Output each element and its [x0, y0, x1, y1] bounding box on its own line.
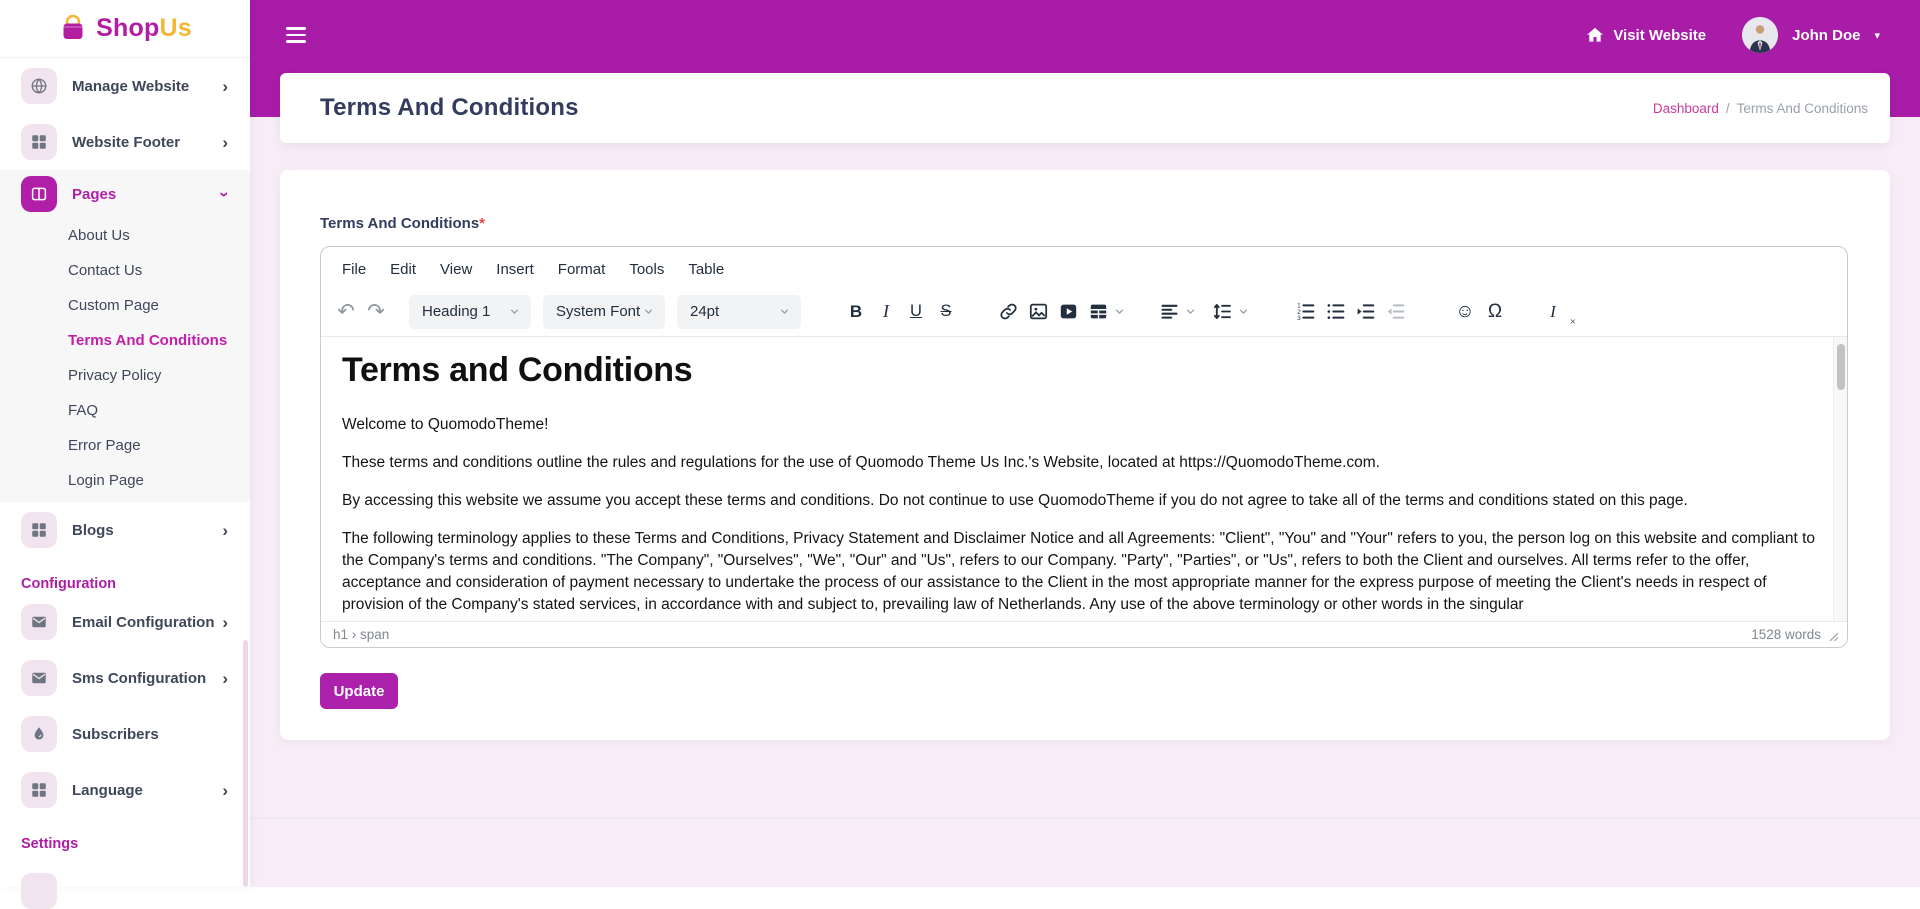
insert-media-button[interactable] [1053, 297, 1083, 327]
editor-scrollbar-thumb[interactable] [1837, 344, 1845, 390]
breadcrumb-separator: / [1725, 100, 1730, 116]
line-height-dropdown-chevron-icon[interactable] [1237, 305, 1250, 318]
breadcrumb [1653, 101, 1868, 116]
underline-button[interactable]: U [910, 302, 922, 320]
editor-document[interactable] [321, 337, 1833, 621]
sidebar-section-settings: Settings [21, 836, 79, 852]
drop-icon [21, 716, 57, 752]
chevron-right-icon: › [222, 668, 228, 688]
link-button[interactable] [993, 297, 1023, 327]
clear-formatting-button[interactable]: I × [1550, 301, 1576, 328]
menu-tools[interactable]: Tools [629, 260, 665, 278]
sidebar-item-blogs[interactable]: Blogs › [0, 502, 250, 558]
sidebar-item-website-footer[interactable]: Website Footer › [0, 114, 250, 170]
chevron-down-icon: › [215, 191, 235, 197]
indent-button[interactable] [1350, 297, 1380, 327]
sidebar-group-pages [0, 170, 250, 502]
sidebar-item-pages[interactable]: Pages › [0, 170, 250, 218]
italic-button[interactable]: I [883, 301, 889, 321]
chevron-right-icon: › [222, 132, 228, 152]
breadcrumb-dashboard-link[interactable]: Dashboard [1652, 100, 1719, 116]
top-navbar [250, 0, 1920, 70]
menu-edit[interactable]: Edit [390, 260, 417, 278]
home-icon [1585, 25, 1605, 45]
document-paragraph: Welcome to QuomodoTheme! [342, 416, 549, 433]
rich-text-editor [320, 246, 1848, 648]
document-paragraph: The following terminology applies to these Terms and Conditions, Privacy Statement and Disclaimer Notice and all Agreements: "Client", "You" and "Your" refers to you, the person log on this website and compliant to the Company's terms and conditions. "The Company", "Ourselves", "We", "Our" and "Us", refers to our Company. "Party", "Parties", or "Us", refers to both the Client and ourselves. All terms refer to the offer, acceptance and consideration of payment necessary to undertake the process of our assistance to the Client in the most appropriate manner for the express purpose of meeting the Client's needs in respect of provision of the Company's stated services, in accordance with and subject to, prevailing law of Netherlands. Any use of the above terminology or other words in the singular [342, 530, 1816, 613]
sidebar-subitem-error-page[interactable]: Error Page [68, 437, 141, 454]
align-dropdown-chevron-icon[interactable] [1184, 305, 1197, 318]
document-paragraph: These terms and conditions outline the rules and regulations for the use of Quomodo Theme Us Inc.'s Website, located at https://QuomodoTheme.com. [342, 454, 1380, 471]
ordered-list-button[interactable] [1290, 297, 1320, 327]
visit-website-label: Visit Website [1613, 26, 1707, 44]
sidebar-subitem-privacy-policy[interactable]: Privacy Policy [68, 367, 162, 384]
document-paragraph: By accessing this website we assume you accept these terms and conditions. Do not continue to use QuomodoTheme if you do not agree to take all of the terms and conditions stated on this page. [342, 492, 1688, 509]
chevron-right-icon: › [222, 612, 228, 632]
sidebar-item-partial [21, 873, 57, 909]
page-title: Terms And Conditions [320, 94, 579, 121]
table-dropdown-chevron-icon[interactable] [1113, 305, 1126, 318]
chevron-right-icon: › [222, 520, 228, 540]
user-name[interactable]: John Doe [1792, 26, 1861, 44]
sidebar-item-language[interactable]: Language › [0, 762, 250, 818]
resize-grip-icon[interactable] [1829, 630, 1839, 640]
sidebar-item-email-configuration[interactable]: Email Configuration › [0, 594, 250, 650]
grid-icon [21, 512, 57, 548]
menu-format[interactable]: Format [557, 260, 606, 278]
menu-insert[interactable]: Insert [496, 260, 534, 278]
sidebar-subitem-faq[interactable]: FAQ [68, 402, 99, 419]
chevron-down-icon [642, 305, 655, 318]
block-format-dropdown[interactable]: Heading 1 [409, 295, 531, 329]
editor-statusbar [321, 621, 1847, 647]
update-button[interactable]: Update [320, 673, 398, 709]
sidebar-subitem-contact-us[interactable]: Contact Us [68, 262, 143, 279]
sidebar-subitem-login-page[interactable]: Login Page [68, 472, 144, 489]
menu-view[interactable]: View [440, 260, 473, 278]
font-family-dropdown[interactable]: System Font [543, 295, 665, 329]
page-header-card [280, 73, 1890, 143]
chevron-down-icon [508, 305, 521, 318]
redo-button[interactable]: ↷ [367, 300, 385, 323]
align-button[interactable] [1154, 297, 1184, 327]
breadcrumb-current: Terms And Conditions [1736, 100, 1868, 116]
brand-name: ShopUs [96, 14, 192, 42]
editor-menubar [321, 247, 1847, 287]
font-size-dropdown[interactable]: 24pt [677, 295, 801, 329]
envelope-icon [21, 604, 57, 640]
editor-content-area[interactable] [321, 337, 1847, 621]
hamburger-menu-icon[interactable] [286, 27, 306, 43]
envelope-icon [21, 660, 57, 696]
visit-website-link[interactable] [1585, 25, 1706, 45]
user-dropdown-caret-icon[interactable]: ▾ [1874, 29, 1880, 42]
sidebar [0, 0, 250, 887]
menu-file[interactable]: File [342, 260, 367, 278]
strikethrough-button[interactable]: S [940, 302, 952, 320]
terms-form-card [280, 170, 1890, 740]
editor-toolbar [321, 287, 1847, 337]
brand-logo[interactable] [0, 0, 250, 58]
line-height-button[interactable] [1207, 297, 1237, 327]
shopping-bag-icon [58, 14, 88, 44]
outdent-button[interactable] [1380, 297, 1410, 327]
document-heading: Terms and Conditions [342, 351, 693, 389]
footer-divider [250, 818, 1920, 819]
pages-icon [21, 176, 57, 212]
sidebar-item-subscribers[interactable]: Subscribers [0, 706, 250, 762]
globe-icon [21, 68, 57, 104]
word-count[interactable]: 1528 words [1751, 627, 1821, 642]
insert-image-button[interactable] [1023, 297, 1053, 327]
field-label: Terms And Conditions* [320, 215, 486, 232]
editor-scrollbar[interactable] [1833, 337, 1847, 621]
element-path[interactable]: h1 › span [333, 627, 390, 642]
svg-text:1: 1 [1296, 302, 1301, 310]
sidebar-subitem-custom-page[interactable]: Custom Page [68, 297, 159, 314]
sidebar-item-sms-configuration[interactable]: Sms Configuration › [0, 650, 250, 706]
sidebar-subitem-terms-and-conditions[interactable]: Terms And Conditions [68, 332, 228, 349]
insert-table-button[interactable] [1083, 297, 1113, 327]
emoticon-button[interactable]: ☺ [1455, 300, 1475, 322]
svg-text:3: 3 [1296, 314, 1301, 322]
svg-text:2: 2 [1296, 308, 1301, 316]
sidebar-subitem-about-us[interactable]: About Us [68, 227, 130, 244]
chevron-down-icon [778, 305, 791, 318]
special-character-button[interactable]: Ω [1487, 300, 1503, 322]
menu-table[interactable]: Table [688, 260, 725, 278]
required-marker: * [479, 215, 486, 232]
grid-icon [21, 772, 57, 808]
bullet-list-button[interactable] [1320, 297, 1350, 327]
chevron-right-icon: › [222, 76, 228, 96]
undo-button[interactable]: ↶ [337, 300, 355, 323]
avatar[interactable] [1742, 17, 1778, 53]
sidebar-section-configuration: Configuration [21, 576, 117, 592]
bold-button[interactable]: B [849, 301, 863, 321]
sidebar-scrollbar[interactable] [243, 640, 248, 887]
chevron-right-icon: › [222, 780, 228, 800]
grid-icon [21, 124, 57, 160]
sidebar-item-manage-website[interactable]: Manage Website › [0, 58, 250, 114]
